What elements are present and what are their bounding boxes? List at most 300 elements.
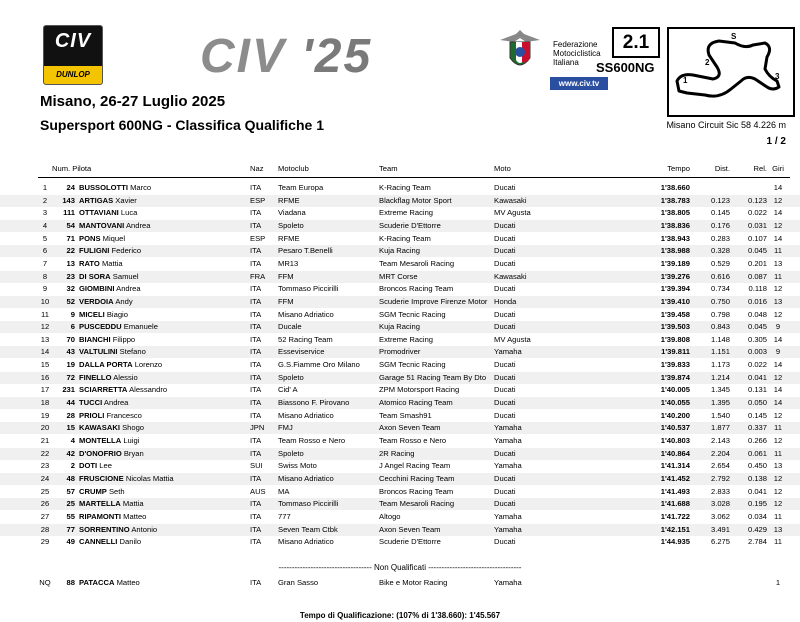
rider-surname: MICELI bbox=[79, 309, 105, 319]
position-cell: 2 bbox=[42, 195, 48, 205]
team-cell: MRT Corse bbox=[379, 271, 418, 281]
rider-name-cell bbox=[79, 460, 112, 472]
rider-number-cell: 88 bbox=[66, 578, 75, 587]
laps-cell: 11 bbox=[774, 423, 782, 433]
bike-cell: Ducati bbox=[494, 385, 516, 395]
table-row bbox=[0, 195, 800, 207]
rider-number-cell: 72 bbox=[66, 372, 75, 382]
gap-cell: 1.877 bbox=[710, 423, 730, 433]
lap-time-cell: 1'41.452 bbox=[660, 473, 690, 483]
relative-gap-cell: 0.045 bbox=[747, 322, 767, 332]
rider-first-name: Marco bbox=[130, 183, 152, 192]
team-cell: 2R Racing bbox=[379, 448, 415, 458]
nationality-cell: ITA bbox=[250, 220, 262, 230]
rider-first-name: Andrea bbox=[103, 398, 129, 408]
rider-surname: MONTELLA bbox=[79, 436, 122, 445]
rider-surname: DOTI bbox=[79, 461, 98, 471]
rider-first-name: Miquel bbox=[102, 233, 126, 243]
position-cell: 25 bbox=[40, 486, 50, 496]
gap-cell: 0.798 bbox=[710, 309, 730, 319]
table-row bbox=[0, 473, 800, 485]
header-divider bbox=[38, 177, 790, 178]
rider-number-cell: 19 bbox=[66, 360, 75, 370]
rider-number-cell: 52 bbox=[66, 296, 75, 306]
bike-cell: Yamaha bbox=[494, 347, 522, 357]
rider-surname: DALLA PORTA bbox=[79, 360, 133, 370]
rider-number-cell: 28 bbox=[66, 410, 75, 420]
track-outline-icon bbox=[669, 29, 793, 115]
gap-cell: 2.204 bbox=[710, 448, 730, 458]
rider-first-name: Federico bbox=[111, 246, 142, 256]
position-cell: 4 bbox=[42, 220, 48, 230]
motoclub-cell: Misano Adriatico bbox=[278, 473, 334, 483]
position-cell: 16 bbox=[40, 372, 50, 382]
rider-surname: FINELLO bbox=[79, 372, 112, 382]
gap-cell: 0.145 bbox=[710, 208, 730, 218]
lap-time-cell: 1'41.688 bbox=[660, 499, 690, 509]
motoclub-cell: Spoleto bbox=[278, 448, 304, 458]
table-row bbox=[0, 283, 800, 295]
bike-cell: Ducati bbox=[494, 220, 516, 230]
rider-first-name: Stefano bbox=[119, 347, 146, 357]
laps-cell: 14 bbox=[773, 208, 783, 218]
nationality-cell: SUI bbox=[250, 461, 263, 471]
position-cell: NQ bbox=[39, 578, 51, 587]
bike-cell: Yamaha bbox=[494, 578, 522, 587]
position-cell: 15 bbox=[40, 360, 50, 370]
nationality-cell: ITA bbox=[250, 436, 262, 445]
motoclub-cell: Esseviservice bbox=[278, 347, 325, 357]
team-cell: Garage 51 Racing Team By Dto bbox=[379, 372, 487, 382]
table-row bbox=[0, 220, 800, 232]
relative-gap-cell: 0.016 bbox=[747, 296, 767, 306]
team-cell: Bike e Motor Racing bbox=[379, 578, 448, 587]
track-label-2: 2 bbox=[705, 58, 710, 67]
rider-number-cell: 231 bbox=[62, 385, 75, 395]
bike-cell: Ducati bbox=[494, 473, 516, 483]
bike-cell: Yamaha bbox=[494, 461, 522, 471]
team-cell: Team Mesaroli Racing bbox=[379, 258, 455, 268]
laps-cell: 14 bbox=[773, 233, 783, 243]
position-cell: 12 bbox=[40, 322, 50, 332]
table-row bbox=[0, 498, 800, 510]
gap-cell: 0.176 bbox=[710, 220, 730, 230]
motoclub-cell: Misano Adriatico bbox=[278, 410, 334, 420]
rider-first-name: Xavier bbox=[115, 195, 137, 205]
motoclub-cell: FFM bbox=[278, 271, 294, 281]
col-moto: Moto bbox=[494, 164, 511, 173]
nationality-cell: ITA bbox=[250, 360, 262, 370]
laps-cell: 12 bbox=[773, 372, 783, 382]
table-row bbox=[0, 435, 800, 447]
rider-number-cell: 54 bbox=[66, 220, 75, 230]
position-cell: 29 bbox=[40, 537, 50, 547]
laps-cell: 11 bbox=[774, 537, 782, 547]
lap-time-cell: 1'42.151 bbox=[660, 524, 690, 534]
rider-number-cell: 9 bbox=[70, 309, 75, 319]
table-row bbox=[0, 448, 800, 460]
motoclub-cell: G.S.Fiamme Oro Milano bbox=[278, 360, 360, 370]
laps-cell: 14 bbox=[773, 183, 783, 192]
col-giri: Giri bbox=[772, 164, 784, 173]
motoclub-cell: RFME bbox=[278, 195, 300, 205]
relative-gap-cell: 0.045 bbox=[747, 246, 767, 256]
motoclub-cell: Misano Adriatico bbox=[278, 309, 334, 319]
civ-url-banner: www.civ.tv bbox=[550, 77, 608, 90]
relative-gap-cell: 0.087 bbox=[747, 271, 767, 281]
position-cell: 28 bbox=[40, 524, 50, 534]
lap-time-cell: 1'40.005 bbox=[660, 385, 690, 395]
relative-gap-cell: 2.784 bbox=[747, 537, 767, 547]
rider-name-cell bbox=[79, 498, 144, 510]
bike-cell: Ducati bbox=[494, 398, 516, 408]
gap-cell: 0.328 bbox=[710, 246, 730, 256]
rider-number-cell: 71 bbox=[66, 233, 75, 243]
team-cell: J Angel Racing Team bbox=[379, 461, 451, 471]
bike-cell: Ducati bbox=[494, 183, 516, 192]
bike-cell: Ducati bbox=[494, 284, 516, 294]
team-cell: Scuderie D'Ettorre bbox=[379, 537, 441, 547]
lap-time-cell: 1'39.410 bbox=[660, 296, 690, 306]
track-label-start: S bbox=[731, 32, 737, 41]
bike-cell: Ducati bbox=[494, 309, 516, 319]
bike-cell: Ducati bbox=[494, 410, 516, 420]
laps-cell: 14 bbox=[773, 334, 783, 344]
rider-first-name: Samuel bbox=[112, 271, 139, 281]
rider-name-cell bbox=[79, 182, 151, 194]
bike-cell: Yamaha bbox=[494, 524, 522, 534]
rider-name-cell bbox=[79, 435, 139, 447]
rider-number-cell: 4 bbox=[70, 436, 75, 445]
rider-name-cell bbox=[79, 536, 141, 548]
laps-cell: 12 bbox=[773, 410, 783, 420]
col-naz: Naz bbox=[250, 164, 264, 173]
civ-25-logo bbox=[200, 30, 373, 83]
gap-cell: 3.491 bbox=[710, 524, 730, 534]
bike-cell: MV Agusta bbox=[494, 208, 531, 218]
nationality-cell: ITA bbox=[250, 322, 262, 332]
table-row bbox=[0, 486, 800, 498]
rider-surname: CANNELLI bbox=[79, 537, 118, 547]
rider-surname: FULIGNI bbox=[79, 246, 110, 256]
rider-number-cell: 32 bbox=[66, 284, 75, 294]
nationality-cell: ITA bbox=[250, 284, 262, 294]
lap-time-cell: 1'39.189 bbox=[660, 258, 690, 268]
relative-gap-cell: 0.041 bbox=[747, 486, 767, 496]
rider-name-cell bbox=[79, 321, 158, 333]
motoclub-cell: Misano Adriatico bbox=[278, 537, 334, 547]
laps-cell: 12 bbox=[773, 284, 783, 294]
session-code-box: 2.1 bbox=[612, 27, 660, 58]
rider-name-cell bbox=[79, 473, 174, 485]
col-tempo: Tempo bbox=[667, 164, 690, 173]
bike-cell: Kawasaki bbox=[494, 271, 527, 281]
rider-number-cell: 143 bbox=[62, 195, 75, 205]
relative-gap-cell: 0.131 bbox=[747, 385, 767, 395]
lap-time-cell: 1'39.833 bbox=[660, 360, 690, 370]
table-row bbox=[0, 245, 800, 257]
team-cell: Cecchini Racing Team bbox=[379, 473, 455, 483]
relative-gap-cell: 0.022 bbox=[747, 208, 767, 218]
nationality-cell: ITA bbox=[250, 537, 262, 547]
civ-small-logo-text: CIV bbox=[54, 30, 92, 52]
table-header bbox=[0, 163, 800, 175]
rider-name-cell bbox=[79, 410, 142, 422]
nationality-cell: AUS bbox=[250, 486, 266, 496]
rider-name-cell bbox=[79, 233, 125, 245]
laps-cell: 13 bbox=[773, 524, 783, 534]
fmi-text bbox=[553, 40, 601, 67]
rider-number-cell: 44 bbox=[66, 398, 75, 408]
team-cell: Scuderie D'Ettorre bbox=[379, 220, 441, 230]
rider-first-name: Nicolas Mattia bbox=[125, 473, 174, 483]
rider-name-cell bbox=[79, 359, 162, 371]
gap-cell: 0.529 bbox=[710, 258, 730, 268]
table-row bbox=[0, 524, 800, 536]
laps-cell: 14 bbox=[773, 360, 783, 370]
position-cell: 1 bbox=[42, 183, 48, 192]
motoclub-cell: Viadana bbox=[278, 208, 306, 218]
nationality-cell: ITA bbox=[250, 208, 262, 218]
track-label-3: 3 bbox=[775, 72, 780, 81]
laps-cell: 1 bbox=[775, 578, 781, 587]
team-cell: Axon Seven Team bbox=[379, 423, 441, 433]
gap-cell: 2.143 bbox=[710, 436, 730, 445]
motoclub-cell: Gran Sasso bbox=[278, 578, 319, 587]
rider-name-cell bbox=[79, 283, 141, 295]
rider-number-cell: 111 bbox=[63, 208, 75, 218]
team-cell: Atomico Racing Team bbox=[379, 398, 453, 408]
rider-first-name: Antonio bbox=[131, 524, 158, 534]
rider-first-name: Bryan bbox=[123, 448, 144, 458]
motoclub-cell: Tommaso Piccirilli bbox=[278, 499, 339, 509]
rider-first-name: Alessio bbox=[113, 372, 138, 382]
position-cell: 19 bbox=[40, 410, 50, 420]
motoclub-cell: Team Rosso e Nero bbox=[278, 436, 346, 445]
rider-name-cell bbox=[79, 346, 146, 358]
team-cell: Kuja Racing bbox=[379, 322, 420, 332]
relative-gap-cell: 0.266 bbox=[747, 436, 767, 445]
col-team: Team bbox=[379, 164, 398, 173]
motoclub-cell: Pesaro T.Benelli bbox=[278, 246, 333, 256]
session-title: Supersport 600NG - Classifica Qualifiche 1 bbox=[40, 117, 324, 133]
gap-cell: 1.395 bbox=[710, 398, 730, 408]
motoclub-cell: Seven Team Ctbk bbox=[278, 524, 338, 534]
table-row bbox=[0, 309, 800, 321]
position-cell: 10 bbox=[40, 296, 50, 306]
laps-cell: 12 bbox=[773, 309, 783, 319]
table-row bbox=[0, 397, 800, 409]
category-label: SS600NG bbox=[596, 60, 655, 75]
position-cell: 20 bbox=[40, 423, 50, 433]
bike-cell: Ducati bbox=[494, 258, 516, 268]
bike-cell: Honda bbox=[494, 296, 517, 306]
laps-cell: 11 bbox=[774, 511, 782, 521]
lap-time-cell: 1'38.836 bbox=[660, 220, 690, 230]
nationality-cell: ITA bbox=[250, 258, 262, 268]
relative-gap-cell: 0.450 bbox=[747, 461, 767, 471]
bike-cell: Yamaha bbox=[494, 511, 522, 521]
laps-cell: 13 bbox=[773, 461, 783, 471]
rider-first-name: Luigi bbox=[123, 436, 140, 445]
rider-surname: PRIOLI bbox=[79, 410, 105, 420]
rider-surname: TUCCI bbox=[79, 398, 103, 408]
lap-time-cell: 1'39.276 bbox=[660, 271, 690, 281]
team-cell: Promodriver bbox=[379, 347, 421, 357]
table-row bbox=[0, 271, 800, 283]
gap-cell: 2.654 bbox=[710, 461, 730, 471]
motoclub-cell: Team Europa bbox=[278, 183, 324, 192]
table-row bbox=[0, 410, 800, 422]
rider-first-name: Lee bbox=[99, 461, 112, 471]
lap-time-cell: 1'39.808 bbox=[660, 334, 690, 344]
rider-number-cell: 70 bbox=[66, 334, 75, 344]
team-cell: K-Racing Team bbox=[379, 233, 431, 243]
table-row bbox=[0, 258, 800, 270]
relative-gap-cell: 0.003 bbox=[747, 347, 767, 357]
civ-big-text: CIV bbox=[200, 30, 287, 83]
rider-surname: GIOMBINI bbox=[79, 284, 115, 294]
rider-surname: MARTELLA bbox=[79, 499, 121, 509]
gap-cell: 0.843 bbox=[710, 322, 730, 332]
relative-gap-cell: 0.048 bbox=[747, 309, 767, 319]
rider-name-cell bbox=[79, 511, 146, 523]
position-cell: 26 bbox=[40, 499, 50, 509]
team-cell: SGM Tecnic Racing bbox=[379, 360, 446, 370]
lap-time-cell: 1'39.394 bbox=[660, 284, 690, 294]
relative-gap-cell: 0.123 bbox=[747, 195, 767, 205]
rider-surname: D'ONOFRIO bbox=[79, 448, 122, 458]
lap-time-cell: 1'38.805 bbox=[660, 208, 690, 218]
relative-gap-cell: 0.305 bbox=[747, 334, 767, 344]
rider-first-name: Filippo bbox=[112, 334, 136, 344]
rider-surname: SCIARRETTA bbox=[79, 385, 128, 395]
motoclub-cell: FFM bbox=[278, 296, 294, 306]
non-qualified-separator: ----------------------------------- Non Qualificati ----------------------------------- bbox=[278, 563, 522, 572]
motoclub-cell: Ducale bbox=[278, 322, 302, 332]
table-row bbox=[0, 577, 800, 589]
table-row bbox=[0, 511, 800, 523]
rider-number-cell: 42 bbox=[66, 448, 75, 458]
relative-gap-cell: 0.107 bbox=[747, 233, 767, 243]
rider-first-name: Seth bbox=[108, 486, 125, 496]
team-cell: Extreme Racing bbox=[379, 334, 434, 344]
rider-surname: KAWASAKI bbox=[79, 423, 120, 433]
motoclub-cell: 52 Racing Team bbox=[278, 334, 333, 344]
rider-name-cell bbox=[79, 309, 128, 321]
nationality-cell: ITA bbox=[250, 578, 262, 587]
motoclub-cell: Swiss Moto bbox=[278, 461, 317, 471]
laps-cell: 14 bbox=[773, 398, 783, 408]
rider-surname: MANTOVANI bbox=[79, 220, 125, 230]
relative-gap-cell: 0.118 bbox=[748, 284, 767, 294]
rider-number-cell: 55 bbox=[66, 511, 75, 521]
position-cell: 23 bbox=[40, 461, 50, 471]
gap-cell: 1.345 bbox=[710, 385, 730, 395]
bike-cell: Ducati bbox=[494, 360, 516, 370]
rider-surname: BUSSOLOTTI bbox=[79, 183, 128, 192]
rider-number-cell: 48 bbox=[66, 473, 75, 483]
lap-time-cell: 1'41.314 bbox=[660, 461, 690, 471]
bike-cell: Ducati bbox=[494, 246, 516, 256]
lap-time-cell: 1'39.811 bbox=[661, 347, 690, 357]
rider-number-cell: 24 bbox=[66, 183, 75, 192]
bike-cell: Ducati bbox=[494, 372, 516, 382]
gap-cell: 1.540 bbox=[710, 410, 730, 420]
table-row bbox=[0, 422, 800, 434]
rider-first-name: Biagio bbox=[106, 309, 128, 319]
relative-gap-cell: 0.034 bbox=[747, 511, 767, 521]
motoclub-cell: MR13 bbox=[278, 258, 299, 268]
gap-cell: 1.148 bbox=[710, 334, 730, 344]
position-cell: 11 bbox=[41, 309, 49, 319]
laps-cell: 12 bbox=[773, 473, 783, 483]
gap-cell: 0.616 bbox=[710, 271, 730, 281]
civ-dunlop-logo bbox=[43, 25, 103, 85]
table-row bbox=[0, 359, 800, 371]
rider-first-name: Francesco bbox=[106, 410, 142, 420]
laps-cell: 14 bbox=[773, 385, 783, 395]
team-cell: SGM Tecnic Racing bbox=[379, 309, 446, 319]
motoclub-cell: Tommaso Piccirilli bbox=[278, 284, 339, 294]
rider-first-name: Andy bbox=[115, 296, 133, 306]
position-cell: 5 bbox=[42, 233, 48, 243]
team-cell: Axon Seven Team bbox=[379, 524, 441, 534]
gap-cell: 1.173 bbox=[710, 360, 730, 370]
event-title: Misano, 26-27 Luglio 2025 bbox=[40, 93, 226, 110]
rider-name-cell bbox=[79, 397, 128, 409]
bike-cell: Ducati bbox=[494, 322, 516, 332]
team-cell: Broncos Racing Team bbox=[379, 486, 454, 496]
team-cell: Extreme Racing bbox=[379, 208, 434, 218]
table-row bbox=[0, 233, 800, 245]
nationality-cell: ITA bbox=[250, 347, 262, 357]
nationality-cell: ITA bbox=[250, 246, 262, 256]
motoclub-cell: RFME bbox=[278, 233, 300, 243]
relative-gap-cell: 0.041 bbox=[747, 372, 767, 382]
rider-first-name: Mattia bbox=[122, 499, 144, 509]
bike-cell: Ducati bbox=[494, 499, 516, 509]
col-dist: Dist. bbox=[714, 164, 730, 173]
nationality-cell: ITA bbox=[250, 385, 262, 395]
rider-name-cell bbox=[79, 258, 123, 270]
laps-cell: 12 bbox=[773, 195, 783, 205]
rider-first-name: Emanuele bbox=[123, 322, 158, 332]
rider-surname: ARTIGAS bbox=[79, 195, 114, 205]
nationality-cell: ITA bbox=[250, 334, 262, 344]
rider-surname: BIANCHI bbox=[79, 334, 111, 344]
fmi-line-2: Motociclistica bbox=[553, 49, 601, 58]
gap-cell: 0.123 bbox=[710, 195, 730, 205]
table-row bbox=[0, 460, 800, 472]
rider-number-cell: 77 bbox=[66, 524, 75, 534]
relative-gap-cell: 0.195 bbox=[747, 499, 767, 509]
bike-cell: Yamaha bbox=[494, 423, 522, 433]
rider-surname: PUSCEDDU bbox=[79, 322, 122, 332]
rider-surname: RIPAMONTI bbox=[79, 511, 122, 521]
laps-cell: 12 bbox=[773, 499, 783, 509]
rider-number-cell: 2 bbox=[70, 461, 75, 471]
rider-first-name: Luca bbox=[120, 208, 138, 218]
position-cell: 13 bbox=[40, 334, 50, 344]
relative-gap-cell: 0.145 bbox=[747, 410, 767, 420]
civ-year-text: '25 bbox=[301, 30, 373, 83]
lap-time-cell: 1'38.943 bbox=[660, 233, 690, 243]
rider-number-cell: 25 bbox=[66, 499, 75, 509]
laps-cell: 9 bbox=[775, 322, 781, 332]
nationality-cell: ITA bbox=[250, 296, 262, 306]
rider-name-cell bbox=[79, 448, 144, 460]
